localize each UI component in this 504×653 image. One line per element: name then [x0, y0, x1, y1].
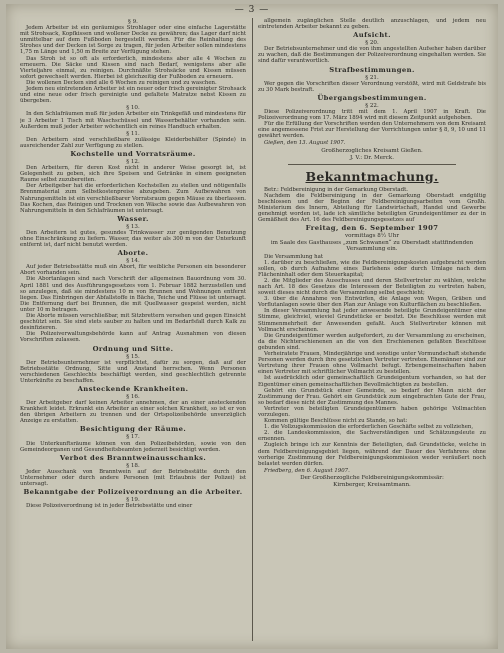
signature-line: Kirnberger, Kreisamtmann. [333, 482, 411, 488]
paragraph: Die wollenen Decken sind alle 6 Wochen zu reinigen und zu waschen. [26, 79, 217, 86]
paragraph: Der Arbeitgeber hat die erforderlichen Kochstellen zu stellen und nötigenfalls Brennmaterial zum Selbstkostenpreise abzugeben. Zum Aufbewahren von Nahrungsmitteln ist ein verschließbarer Vorratsraum gegen Mäuse zu überlassen. Das Kochen, das Reinigen und Trocknen von Wäsche sowie das Aufbewahren von Nahrungsmitteln in den Schlafräumen ist untersagt. [20, 183, 246, 214]
section-heading: Aufsicht. [353, 31, 391, 40]
paragraph: Jeder Ausschank von Branntwein auf der Betriebsstätte durch den Unternehmer oder durch andere Personen (mit Erlaubnis der Polizei) ist untersagt. [20, 468, 246, 487]
signature-line: J. V.: Dr. Merck. [350, 154, 394, 161]
section-heading: Übergangsbestimmungen. [317, 93, 427, 102]
paragraph: Diese Polizeiverordnung tritt mit dem 1. April 1907 in Kraft. Die Polizeiverordnung vom 17. März 1894 wird mit diesem Zeitpunkt aufgehoben. [258, 108, 486, 122]
paragraph: Vertreter von beteiligten Grundeigentümern haben gehörige Vollmachten vorzulegen. [258, 405, 486, 418]
paragraph: 3. über die Annahme von Entwürfen, die Anlage von Wegen, Gräben und Vorflutanlagen sowie über den Plan zur Anlage von Kulturflächen zu beschließen. [258, 296, 486, 309]
announcement-title: Bekanntmachung. [305, 168, 439, 184]
paragraph: Diese Polizeiverordnung ist in jeder Betriebsstätte und einer [26, 503, 193, 510]
section-number: § 10. [126, 105, 140, 112]
paragraph: Die Versammlung hat [264, 253, 324, 260]
paragraph: 1. darüber zu beschließen, wie die Feldbereinigungskosten aufgebracht werden sollen, ob durch Aufnahme eines Darlehens oder durch Umlage nach dem Flächeninhalt oder dem Steuerkapital; [258, 259, 486, 278]
newspaper-page [6, 4, 498, 649]
section-number: § 15. [126, 353, 140, 360]
paragraph: Die Grundeigentümer werden aufgefordert, zu der Versammlung zu erscheinen, da die Nichterschienenen an die von den Erschienenen gefaßten Beschlüsse gebunden sind. [258, 332, 486, 351]
section-number: § 16. [126, 393, 140, 400]
paragraph: Der Betriebsunternehmer ist verpflichtet, dafür zu sorgen, daß auf der Betriebsstätte Ordnung, Sitte und Anstand herrschen. Wenn Personen verschiedenen Geschlechts beschäftigt werden, sind geschlechtlich getrennte Unterkünfte zu beschaffen. [20, 359, 246, 384]
section-heading: Ansteckende Krankheiten. [77, 384, 189, 393]
section-heading: Ordnung und Sitte. [92, 344, 174, 353]
paragraph: Die Unterkunftsräume können von den Polizeibehörden, sowie von den Gemeindeorganen und Gesundheitsbeamten jederzeit besichtigt werden. [20, 440, 246, 453]
paragraph: Auf jeder Betriebsstätte muß ein Abort, für weibliche Personen ein besonderer Abort vorhanden sein. [20, 264, 246, 277]
section-heading: Aborte. [117, 249, 149, 258]
paragraph: Den Arbeitern sind verschließbare zulässige Kleiderbehälter (Spinde) in ausreichender Zahl zur Verfügung zu stellen. [20, 136, 246, 149]
section-heading: Wasser. [117, 214, 149, 223]
paragraph: Betr.: Feldbereinigung in der Gemarkung Oberstadt. [264, 186, 408, 193]
paragraph: Verheiratete Frauen, Minderjährige und sonstige unter Vormundschaft stehende Personen werden durch ihre gesetzlichen Vertreter vertreten. Ehemänner sind zur Vertretung ihrer Frauen ohne Vollmacht befugt. Erbengemeinschaften haben einen Vertreter mit schriftlicher Vollmacht zu bestellen. [258, 351, 486, 376]
left-column [20, 18, 246, 645]
paragraph: Die Polizeiverwaltungsbehörde kann auf Antrag Ausnahmen von diesen Vorschriften zulassen. [20, 331, 246, 344]
section-heading: Besichtigung der Räume. [79, 425, 187, 434]
paragraph: Die Aborte müssen verschließbar, mit Sitzbrettern versehen und gegen Einsicht geschützt sein. Sie sind stets sauber zu halten und im Bedarfsfall durch Kalk zu desinfizieren. [20, 313, 246, 332]
paragraph: Für die Erfüllung der Vorschriften werden den Unternehmern von dem Kreisamt eine angemessene Frist zur Herstellung der Vorrichtungen unter § 8, 9, 10 und 11 gewährt werden. [258, 121, 486, 140]
section-number: § 19. [126, 497, 140, 504]
paragraph: 2. die Landeskommission, die Sachverständigen und Schätzungsleute zu ernennen. [258, 430, 486, 443]
paragraph: Ist ausdrücklich oder gemeinschaftlich Grundeigentum vorhanden, so hat der Eigentümer einen gemeinschaftlichen Bevollmächtigten zu bestellen. [258, 375, 486, 388]
section-heading: Freitag, den 6. September 1907 [305, 224, 439, 233]
section-heading: Bekanntgabe der Polizeiverordnung an die Arbeiter. [23, 488, 243, 497]
section-number: § 20. [365, 40, 379, 47]
paragraph: Die Abortanlagen sind nach Vorschrift der allgemeinen Bauordnung vom 30. April 1881 und des Ausführungsgesetzes vom 1. Februar 1882 herzustellen und so anzulegen, daß sie mindestens 10 m von Brunnen und Wohnungen entfernt liegen. Das Einbringen der Abfallstoffe in Bäche, Teiche und Flüsse ist untersagt. Die Entfernung darf bei Brunnen, die mit Quellwasser gespeist werden, nicht unter 10 m betragen. [20, 276, 246, 313]
paragraph: Den Arbeitern, für deren Kost nicht in anderer Weise gesorgt ist, ist Gelegenheit zu geben, sich ihre Speisen und Getränke in einem geeigneten Raume selbst zuzubereiten. [20, 165, 246, 184]
right-column [258, 18, 486, 645]
section-heading: Verbot des Branntweinausschanks. [59, 453, 207, 462]
paragraph: 2. die Mitglieder des Ausschusses und deren Stellvertreter zu wählen, welche nach Art. 18 des Gesetzes die Interessen der Beteiligten zu vertreten haben, soweit dieses nicht durch die Versammlung selbst geschieht; [258, 277, 486, 297]
paragraph: Gehört ein Grundstück einer Gemeinde, so bedarf der Mann nicht der Zustimmung der Frau. Gehört ein Grundstück zum eingebrachten Gute der Frau, so bedarf diese nicht der Zustimmung des Mannes. [258, 387, 486, 406]
paragraph: Wer gegen die Vorschriften dieser Verordnung verstößt, wird mit Geldstrafe bis zu 30 Mark bestraft. [258, 80, 486, 93]
paragraph: 1. die Vollzugskommission die erforderlichen Geschäfte selbst zu vollziehen, [264, 424, 474, 431]
section-number: § 13. [126, 223, 140, 230]
section-number: § 22. [365, 102, 379, 109]
paragraph: Nachdem die Feldbereinigung in der Gemarkung Oberstadt endgültig beschlossen und der Beginn der Feldbereinigungsarbeiten vom Großh. Ministerium des Innern, Abteilung für Landwirtschaft, Handel und Gewerbe genehmigt worden ist, lade ich sämtliche beteiligten Grundeigentümer zu der in Gemäßheit des Art. 16 des Feldbereinigungsgesetzes auf [258, 192, 486, 224]
paragraph: Jedem neu eintretenden Arbeiter ist ein neuer oder frisch gereinigter Strohsack und eine neue oder frisch gereinigte und gefaltete Matratze nebst Kissen zu übergeben. [20, 86, 246, 105]
page-number: — 3 — [234, 5, 270, 15]
paragraph: Den Arbeitern ist gutes, gesundes Trinkwasser zur genügenden Benutzung ohne Einschränkung zu liefern. Wasser, das weiter als 300 m von der Unterkunft entfernt ist, darf nicht benutzt werden. [20, 229, 246, 249]
signature-line: Großherzogliches Kreisamt Gießen. [321, 147, 423, 154]
signature-line: Der Großherzogliche Feldbereinigungskommissär: [300, 474, 444, 481]
column-divider [252, 18, 253, 641]
section-number: § 17. [126, 434, 140, 441]
paragraph: In den Schlafräumen muß für jeden Arbeiter ein Trinkgefäß und mindestens für je 3 Arbeiter 1 Tisch mit Waschschüssel und Wasserbehälter vorhanden sein. Außerdem muß jeder Arbeiter wöchentlich ein reines Handtuch erhalten. [20, 111, 246, 130]
paragraph: Das Stroh ist so oft als erforderlich, mindestens aber alle 4 Wochen zu erneuern. Die Säcke und Kissen sind nach Bedarf, wenigstens aber alle Vierteljahre einmal, zu reinigen. Durchnäßte Strohsäcke und Kissen müssen sofort gewechselt werden. Hierbei ist gleichzeitig der Fußboden zu erneuern. [20, 55, 246, 80]
paragraph: In dieser Versammlung hat jeder anwesende beteiligte Grundeigentümer eine Stimme, gleichviel, wieviel Grundstücke er besitzt. Die Beschlüsse werden mit Stimmenmehrheit der Anwesenden gefaßt. Auch Stellvertreter können mit Vollmacht erscheinen. [258, 308, 486, 333]
section-heading: Kochstelle und Vorratsräume. [70, 149, 196, 158]
signature-line: im Saale des Gasthauses „zum Schwanen“ zu Oberstadt stattfindenden Versammlung ein. [270, 240, 474, 253]
paragraph: allgemein zugänglichen Stelle deutlich anzuschlagen, und jedem neu eintretenden Arbeiter bekannt zu geben. [258, 18, 486, 31]
section-number: § 9. [128, 19, 138, 25]
section-number: § 14. [126, 258, 140, 265]
paragraph: Jedem Arbeiter ist ein geräumiges Strohlager oder eine einfache Lagerstätte mit Strohsack, Kopfkissen und wollener Decke zu gewähren; das Lager darf nicht unmittelbar auf dem Fußboden hergestellt werden. Für die Reinhaltung des Strohes und der Decken ist Sorge zu tragen, für jeden Arbeiter sollen mindestens 1,75 m Länge und 1,50 m Breite zur Verfügung stehen. [20, 25, 246, 56]
paragraph: Der Arbeitgeber darf keinen Arbeiter annehmen, der an einer ansteckenden Krankheit leidet. Erkrankt ein Arbeiter an einer solchen Krankheit, so ist er von den übrigen Arbeitern zu trennen und der Ortspolizeibehörde unverzüglich Anzeige zu erstatten. [20, 400, 246, 425]
place-date-line: Friedberg, den 6. August 1907. [264, 467, 350, 474]
paragraph: Kommen gültige Beschlüsse nicht zu Stande, so hat: [264, 418, 408, 425]
section-heading: Strafbestimmungen. [329, 65, 415, 74]
section-number: § 18. [126, 462, 140, 469]
section-number: § 12. [126, 158, 140, 165]
signature-line: vormittags 8½ Uhr [344, 233, 400, 240]
place-date-line: Gießen, den 13. August 1907. [264, 140, 346, 147]
section-number: § 21. [365, 74, 379, 81]
section-number: § 11. [126, 130, 140, 137]
divider-rule [288, 164, 456, 165]
paragraph: Zugleich bringe ich zur Kenntnis der Beteiligten, daß Grundstücke, welche in dem Feldbereinigungsgebiet liegen, während der Dauer des Verfahrens ohne vorherige Zustimmung der Feldbereinigungskommission weder veräußert noch belastet werden dürfen. [258, 442, 486, 467]
paragraph: Der Betriebsunternehmer und die von ihm angestellten Aufseher haben darüber zu wachen, daß die Bestimmungen der Polizeiverordnung eingehalten werden. Sie sind dafür verantwortlich. [258, 46, 486, 65]
